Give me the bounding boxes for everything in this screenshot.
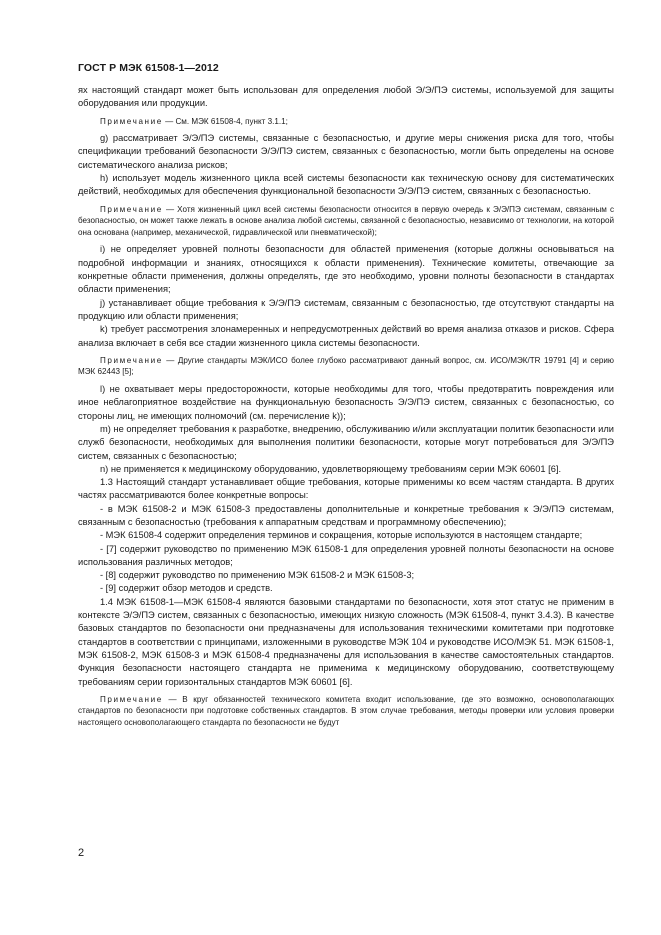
- body-paragraph: - в МЭК 61508-2 и МЭК 61508-3 предоставлены дополнительные и конкретные требования к Э/Э/ПЭ системам, связанным с безопасностью (требования к аппаратным средствам и программному обеспечению);: [78, 503, 614, 527]
- document-header: ГОСТ Р МЭК 61508-1—2012: [78, 62, 219, 74]
- note-label: Примечание: [100, 355, 163, 365]
- note-text: — Хотя жизненный цикл всей системы безопасности относится в первую очередь к Э/Э/ПЭ системам, связанным с безопасностью, он может также лежать в основе анализа любой системы, связанной с безопасностью, независимо от технологии, на которой она основана (например, механической, гидравлической или пневматической);: [78, 204, 614, 237]
- body-paragraph: h) использует модель жизненного цикла всей системы безопасности как техническую основу для систематических действий, необходимых для обеспечения функциональной безопасности Э/Э/ПЭ систем, связанных с безопасностью.: [78, 173, 614, 197]
- body-paragraph: 1.4 МЭК 61508-1—МЭК 61508-4 являются базовыми стандартами по безопасности, хотя этот статус не применим в контексте Э/Э/ПЭ систем, связанных с безопасностью, имеющих низкую сложность (МЭК 61508-4, пункт 3.4.3). В качестве базовых стандартов по безопасности они предназначены для использования техническими комитетами при подготовке стандартов в соответствии с принципами, изложенными в руководстве МЭК 104 и руководстве ИСО/МЭК 51. МЭК 61508-1, МЭК 61508-2, МЭК 61508-3 и МЭК 61508-4 предназначены для использования в качестве самостоятельных стандартов. Функция безопасности настоящего стандарта не применима к медицинскому оборудованию, соответствующему требованиям серии горизонтальных стандартов МЭК 60601 [6].: [78, 596, 614, 687]
- body-paragraph: 1.3 Настоящий стандарт устанавливает общие требования, которые применимы ко всем частям стандарта. В других частях рассматриваются более конкретные вопросы:: [78, 477, 614, 501]
- body-paragraph: j) устанавливает общие требования к Э/Э/ПЭ системам, связанным с безопасностью, где отсутствуют стандарты на продукцию или области применения;: [78, 297, 614, 321]
- body-paragraph: - [7] содержит руководство по применению МЭК 61508-1 для определения уровней полноты безопасности на основе использования различных методов;: [78, 543, 614, 567]
- body-paragraph: i) не определяет уровней полноты безопасности для областей применения (которые должны основываться на подробной информации и знаниях, относящихся к области применения). Технические комитеты, отвечающие за конкретные области применения, должны определять, где это необходимо, уровни полноты безопасности в стандартах области применения;: [78, 244, 614, 295]
- body-paragraph: - МЭК 61508-4 содержит определения терминов и сокращения, которые используются в настоящем стандарте;: [100, 530, 583, 541]
- note-paragraph: [78, 355, 614, 378]
- body-paragraph: m) не определяет требования к разработке, внедрению, обслуживанию и/или эксплуатации политик безопасности или служб безопасности, необходимых для выполнения политики безопасности, которые могут потребоваться для Э/Э/ПЭ систем, связанных с безопасностью;: [78, 423, 614, 461]
- body-paragraph: - [9] содержит обзор методов и средств.: [100, 583, 273, 594]
- note-text: — См. МЭК 61508-4, пункт 3.1.1;: [162, 116, 288, 126]
- note-paragraph: [78, 204, 614, 239]
- note-text: — Другие стандарты МЭК/ИСО более глубоко рассматривают данный вопрос, см. ИСО/МЭК/TR 19791 [4] и серию МЭК 62443 [5];: [78, 355, 614, 377]
- note-label: Примечание: [100, 116, 163, 126]
- note-text: — В круг обязанностей технического комитета входит использование, где это возможно, основополагающих стандартов по безопасности при подготовке собственных стандартов. В этом случае требования, методы проверки или условия проверки настоящего основополагающего стандарта по безопасности не будут: [78, 694, 614, 728]
- note-paragraph: [78, 694, 614, 729]
- note-label: Примечание: [100, 204, 163, 214]
- page-number: 2: [78, 847, 85, 859]
- document-body: [78, 84, 614, 734]
- body-paragraph: - [8] содержит руководство по применению МЭК 61508-2 и МЭК 61508-3;: [100, 570, 415, 581]
- body-paragraph: l) не охватывает меры предосторожности, которые необходимы для того, чтобы предотвратить повреждения или иное неблагоприятное воздействие на функциональную безопасность Э/Э/ПЭ систем, связанных с безопасностью, со стороны лиц, не имеющих полномочий (см. перечисление k));: [78, 384, 614, 421]
- body-paragraph: n) не применяется к медицинскому оборудованию, удовлетворяющему требованиям серии МЭК 60601 [6].: [100, 463, 562, 474]
- body-paragraph: g) рассматривает Э/Э/ПЭ системы, связанные с безопасностью, и другие меры снижения риска для того, чтобы спецификации требований безопасности Э/Э/ПЭ систем, связанных с безопасностью, могли быть определены на основе систематического анализа рисков;: [78, 133, 614, 170]
- note-paragraph: [78, 116, 614, 128]
- note-label: Примечание: [100, 694, 163, 704]
- body-paragraph: k) требует рассмотрения злонамеренных и непредусмотренных действий во время анализа отказов и рисков. Сфера анализа включает в себя все стадии жизненного цикла системы безопасности.: [78, 324, 614, 348]
- body-paragraph: ях настоящий стандарт может быть использован для определения любой Э/Э/ПЭ системы, используемой для защиты оборудования или продукции.: [78, 85, 614, 109]
